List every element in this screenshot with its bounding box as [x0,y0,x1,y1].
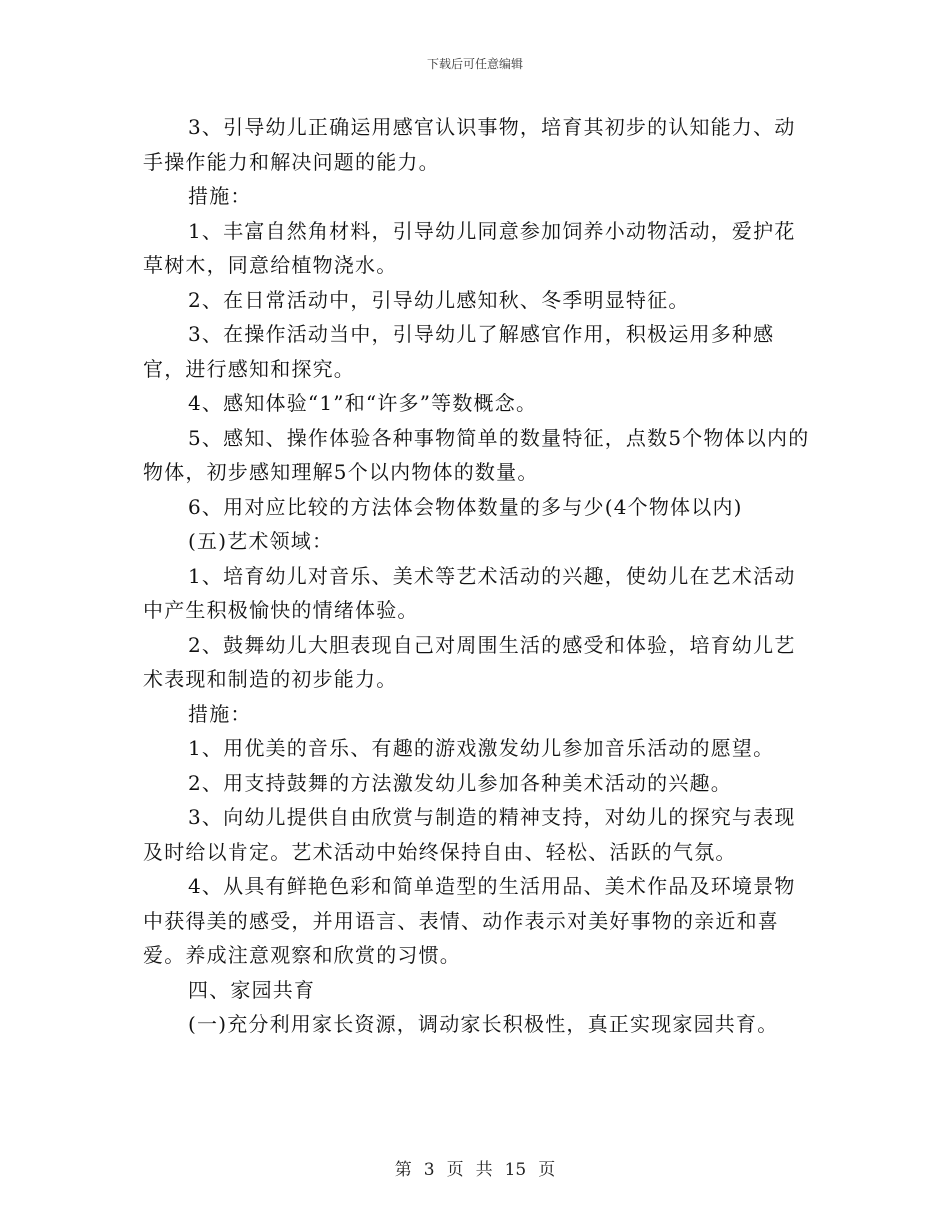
footer-total-label: 共 [475,1160,493,1180]
paragraph: 2、鼓舞幼儿大胆表现自己对周围生活的感受和体验，培育幼儿艺术表现和制造的初步能力。 [143,632,796,691]
paragraph: 3、向幼儿提供自由欣赏与制造的精神支持，对幼儿的探究与表现及时给以肯定。艺术活动中始终保持自由、轻松、活跃的气氛。 [143,805,796,864]
paragraph: 2、在日常活动中，引导幼儿感知秋、冬季明显特征。 [188,287,690,312]
page-header: 下载后可任意编辑 [426,57,523,71]
paragraph: 措施： [188,701,252,726]
footer-page-label: 页 [446,1160,464,1180]
section-heading: 四、家园共育 [188,977,316,1002]
paragraph: 1、培育幼儿对音乐、美术等艺术活动的兴趣，使幼儿在艺术活动中产生积极愉快的情绪体验。 [143,563,796,622]
section-heading: (五)艺术领域： [188,529,334,553]
page-footer [0,1155,950,1180]
paragraph: 1、用优美的音乐、有趣的游戏激发幼儿参加音乐活动的愿望。 [188,736,775,760]
paragraph: 3、引导幼儿正确运用感官认识事物，培育其初步的认知能力、动手操作能力和解决问题的能力。 [143,115,796,174]
document-body [143,110,815,1042]
total-page-count: 15 [504,1160,527,1180]
paragraph: 5、感知、操作体验各种事物简单的数量特征，点数5个物体以内的物体，初步感知理解5个以内物体的数量。 [143,425,810,484]
paragraph: 4、感知体验“1”和“许多”等数概念。 [188,391,538,415]
paragraph: 6、用对应比较的方法体会物体数量的多与少(4个物体以内) [188,494,743,519]
paragraph: 2、用支持鼓舞的方法激发幼儿参加各种美术活动的兴趣。 [188,770,732,795]
paragraph: 3、在操作活动当中，引导幼儿了解感官作用，积极运用多种感官，进行感知和探究。 [143,322,775,381]
paragraph: 4、从具有鲜艳色彩和简单造型的生活用品、美术作品及环境景物中获得美的感受，并用语言、表情、动作表示对美好事物的亲近和喜爱。养成注意观察和欣赏的习惯。 [143,874,796,967]
paragraph: 1、丰富自然角材料，引导幼儿同意参加饲养小动物活动，爱护花草树木，同意给植物浇水。 [143,218,796,277]
footer-prefix: 第 [394,1160,412,1180]
footer-suffix: 页 [538,1160,556,1180]
paragraph: (一)充分利用家长资源，调动家长积极性，真正实现家园共育。 [188,1012,779,1036]
current-page-number: 3 [423,1160,435,1180]
paragraph: 措施： [188,184,252,208]
